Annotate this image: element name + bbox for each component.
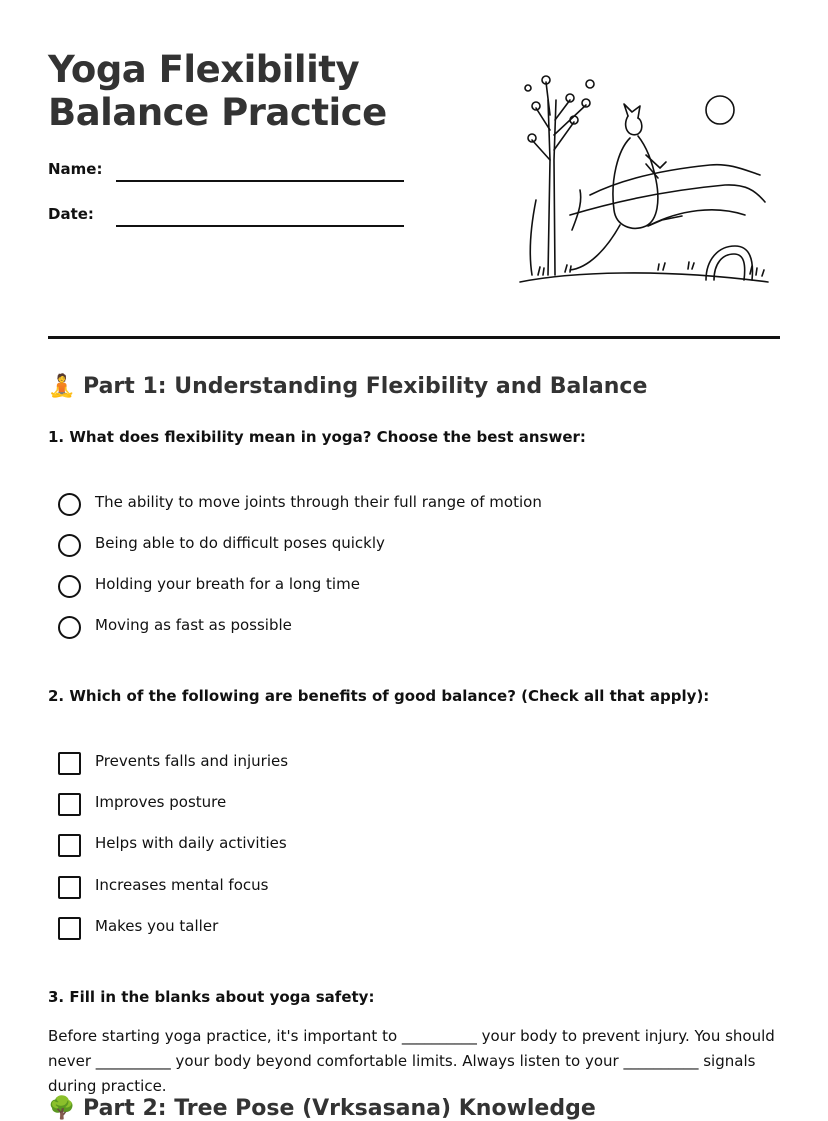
option-label: Improves posture — [95, 793, 227, 811]
option-label: Makes you taller — [95, 917, 219, 935]
checkbox[interactable] — [58, 876, 81, 899]
option-label: Prevents falls and injuries — [95, 752, 289, 770]
radio-button[interactable] — [58, 534, 81, 557]
section-divider — [48, 336, 780, 339]
name-label: Name: — [48, 160, 103, 178]
question-1: 1. What does flexibility mean in yoga? Choose the best answer: — [48, 428, 586, 446]
question-2: 2. Which of the following are benefits of good balance? (Check all that apply): — [48, 687, 710, 705]
option-label: Holding your breath for a long time — [95, 575, 360, 593]
option-label: Being able to do difficult poses quickly — [95, 534, 385, 552]
radio-button[interactable] — [58, 616, 81, 639]
part2-title: 🌳 Part 2: Tree Pose (Vrksasana) Knowledge — [48, 1096, 596, 1121]
date-label: Date: — [48, 205, 94, 223]
name-field[interactable] — [116, 180, 404, 182]
option-label: The ability to move joints through their full range of motion — [95, 493, 542, 511]
checkbox[interactable] — [58, 752, 81, 775]
part1-title: 🧘 Part 1: Understanding Flexibility and Balance — [48, 374, 648, 399]
option-label: Increases mental focus — [95, 876, 269, 894]
radio-button[interactable] — [58, 575, 81, 598]
question-3: 3. Fill in the blanks about yoga safety: — [48, 988, 375, 1006]
kangaroo-illustration — [510, 60, 780, 295]
checkbox[interactable] — [58, 834, 81, 857]
radio-button[interactable] — [58, 493, 81, 516]
option-label: Moving as fast as possible — [95, 616, 292, 634]
checkbox[interactable] — [58, 917, 81, 940]
page-title: Yoga Flexibility Balance Practice — [48, 48, 387, 134]
checkbox[interactable] — [58, 793, 81, 816]
option-label: Helps with daily activities — [95, 834, 287, 852]
date-field[interactable] — [116, 225, 404, 227]
fill-in-blanks-paragraph: Before starting yoga practice, it's important to __________ your body to prevent injury. You should never __________ your body beyond comfortable limits. Always listen to your __________ signals during practice. — [48, 1027, 775, 1095]
